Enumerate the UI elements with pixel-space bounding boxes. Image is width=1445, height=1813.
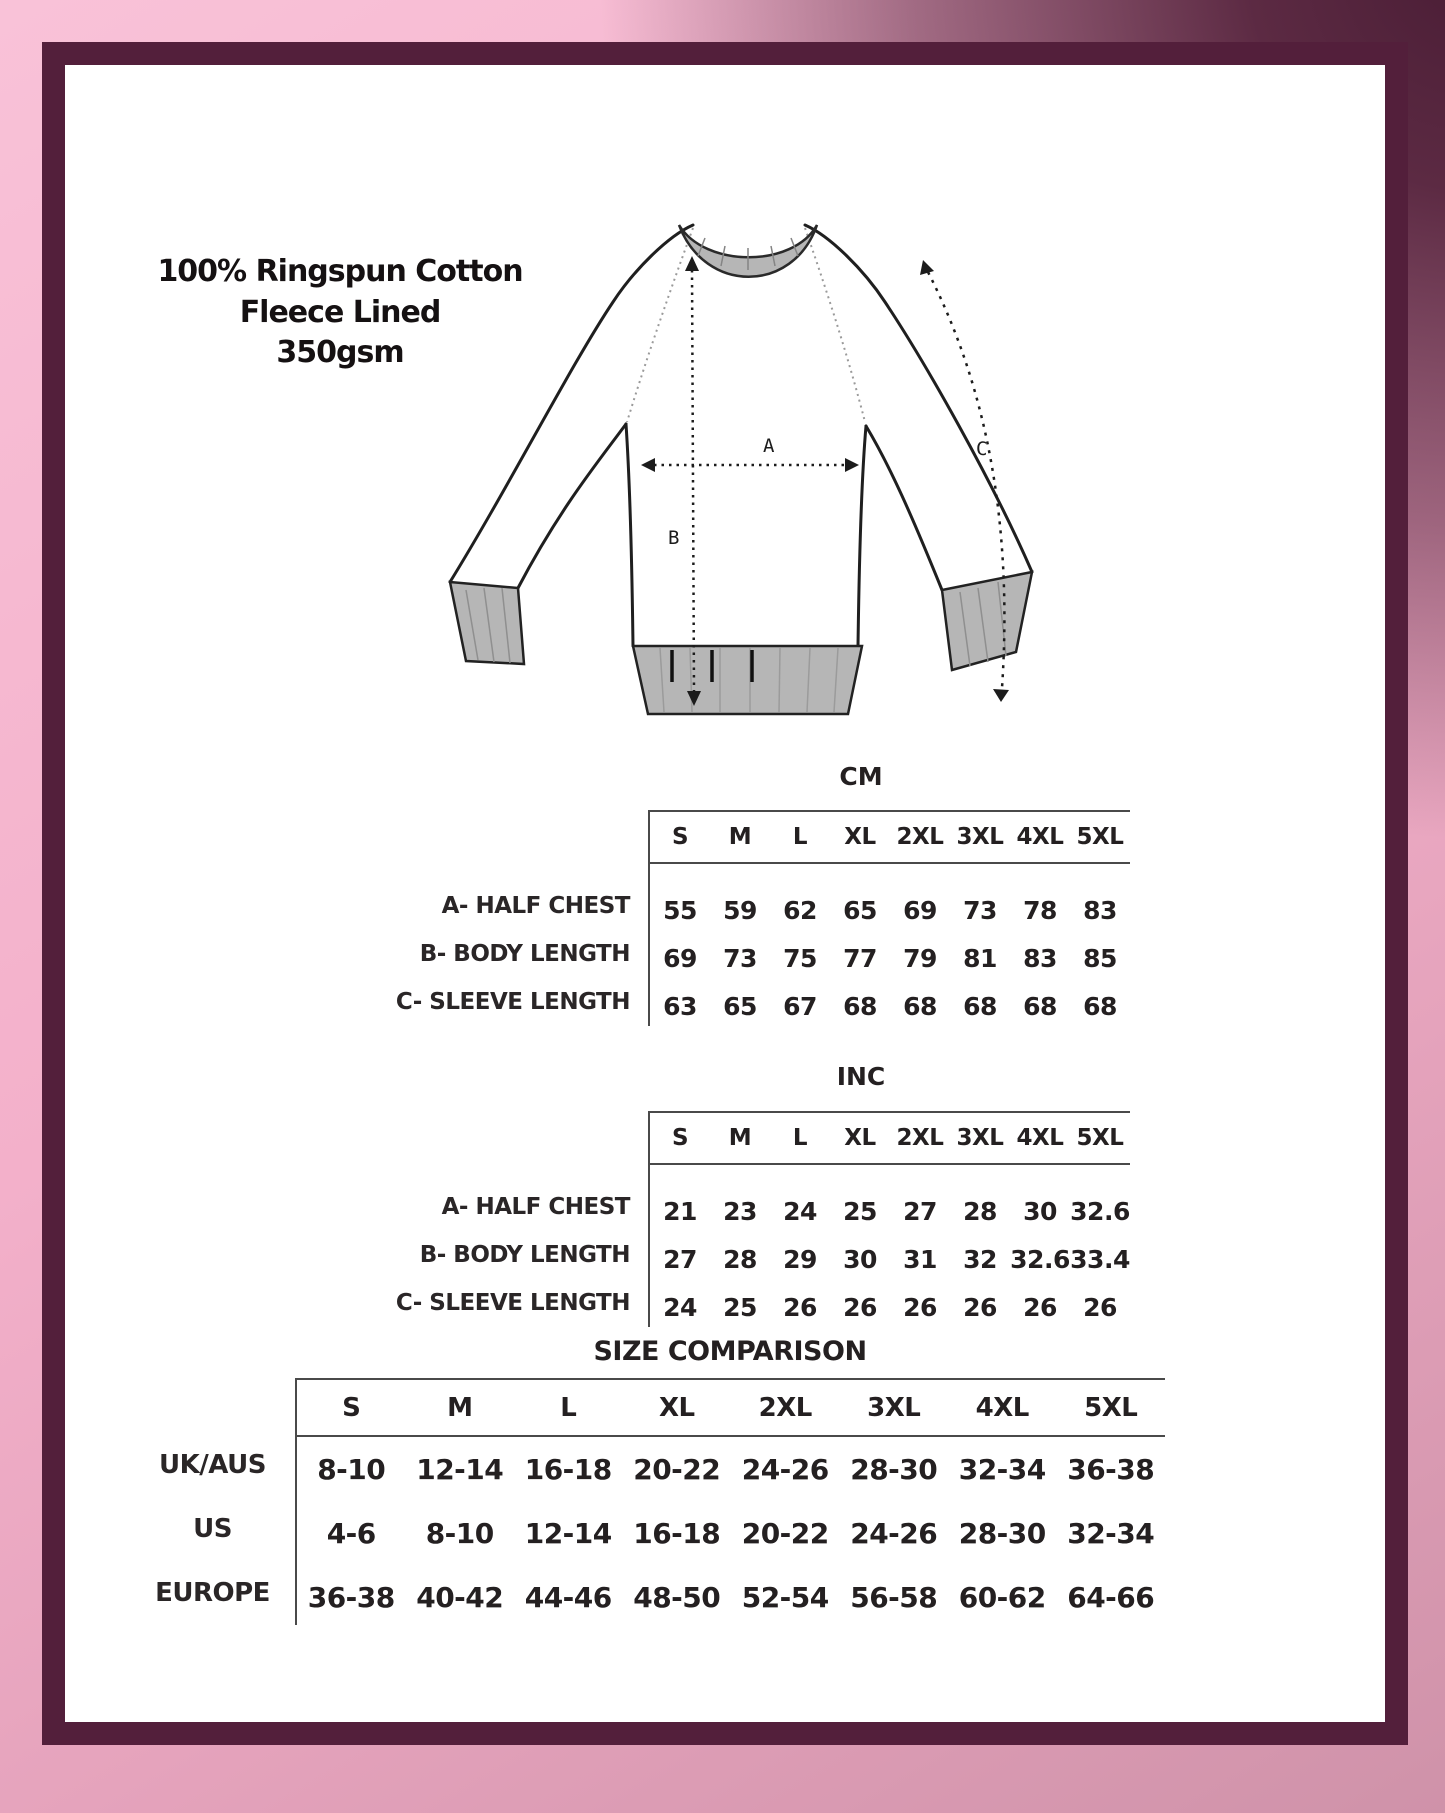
table-cell: 32-34 <box>1067 1516 1155 1550</box>
table-cell: 67 <box>783 991 817 1021</box>
table-cell: 4XL <box>975 1392 1029 1423</box>
raglan-seam <box>805 228 865 422</box>
table-cell: XL <box>658 1392 695 1423</box>
measure-a-line <box>641 435 859 472</box>
table-cell: 26 <box>1023 1292 1057 1322</box>
table-cell: 28-30 <box>850 1452 938 1486</box>
row-label-body-length: B- BODY LENGTH <box>419 941 630 967</box>
row-label-sleeve-length: C- SLEEVE LENGTH <box>395 1290 630 1316</box>
table-cell: 31 <box>903 1244 937 1274</box>
sweatshirt-outline <box>518 424 626 588</box>
table-cell: 85 <box>1083 943 1117 973</box>
table-cell: 23 <box>723 1196 757 1226</box>
table-cell: 2XL <box>896 1125 944 1151</box>
table-cell: 26 <box>963 1292 997 1322</box>
fabric-info-line: 350gsm <box>276 335 404 370</box>
table-cell: 83 <box>1023 943 1057 973</box>
cm-row-labels <box>330 810 648 1026</box>
table-cell: 44-46 <box>524 1580 612 1614</box>
table-cell: 68 <box>843 991 877 1021</box>
table-cell: 60-62 <box>958 1580 1046 1614</box>
sweatshirt-outline <box>858 426 866 646</box>
table-cell: 68 <box>1023 991 1057 1021</box>
table-cell: 77 <box>843 943 877 973</box>
table-cell: 2XL <box>758 1392 812 1423</box>
table-cell: 5XL <box>1076 1125 1124 1151</box>
table-cell: 63 <box>663 991 697 1021</box>
sweatshirt-outline <box>626 424 633 646</box>
table-cell: 3XL <box>867 1392 921 1423</box>
sweatshirt-outline <box>805 225 1032 572</box>
table-cell: 65 <box>843 895 877 925</box>
table-cell: L <box>792 1125 808 1151</box>
table-cell: 16-18 <box>633 1516 721 1550</box>
table-cell: 4XL <box>1016 1125 1064 1151</box>
table-cell: M <box>728 824 752 850</box>
comparison-table-title: SIZE COMPARISON <box>593 1336 867 1367</box>
table-cell: 25 <box>723 1292 757 1322</box>
table-cell: 28 <box>963 1196 997 1226</box>
fabric-info-line: 100% Ringspun Cotton <box>157 254 523 289</box>
table-cell: 20-22 <box>633 1452 721 1486</box>
table-cell: 62 <box>783 895 817 925</box>
table-cell: 64-66 <box>1067 1580 1155 1614</box>
table-cell: 30 <box>843 1244 877 1274</box>
table-row <box>297 1501 1165 1565</box>
table-cell: 75 <box>783 943 817 973</box>
cuff-left <box>450 582 524 664</box>
table-cell: 73 <box>723 943 757 973</box>
row-label-body-length: B- BODY LENGTH <box>419 1242 630 1268</box>
table-cell: 78 <box>1023 895 1057 925</box>
table-cell: 32-34 <box>958 1452 1046 1486</box>
hem-band <box>633 646 862 714</box>
table-cell: L <box>560 1392 577 1423</box>
size-header-row <box>650 1113 1130 1165</box>
table-cell: 24-26 <box>741 1452 829 1486</box>
table-cell: 26 <box>903 1292 937 1322</box>
table-cell: 79 <box>903 943 937 973</box>
table-cell: S <box>342 1392 361 1423</box>
table-cell: 29 <box>783 1244 817 1274</box>
table-cell: 36-38 <box>1067 1452 1155 1486</box>
table-cell: 2XL <box>896 824 944 850</box>
cm-values <box>648 810 1130 1026</box>
table-cell: 26 <box>783 1292 817 1322</box>
table-cell: XL <box>844 824 876 850</box>
measure-b-label: B <box>668 527 680 549</box>
table-cell: 27 <box>663 1244 697 1274</box>
table-cell: 28 <box>723 1244 757 1274</box>
table-gap <box>650 1165 1130 1187</box>
cm-table-title: CM <box>839 762 883 791</box>
table-cell: 21 <box>663 1196 697 1226</box>
raglan-seam <box>627 228 693 422</box>
table-cell: 65 <box>723 991 757 1021</box>
row-label-us: US <box>193 1514 232 1544</box>
table-cell: 27 <box>903 1196 937 1226</box>
table-cell: XL <box>844 1125 876 1151</box>
table-gap <box>650 864 1130 886</box>
comparison-values <box>295 1378 1165 1625</box>
table-cell: 4-6 <box>326 1516 376 1550</box>
table-cell: 3XL <box>956 1125 1004 1151</box>
cm-table <box>330 810 1130 1026</box>
table-row <box>650 1283 1130 1331</box>
table-cell: 68 <box>963 991 997 1021</box>
table-cell: 12-14 <box>524 1516 612 1550</box>
table-cell: 73 <box>963 895 997 925</box>
table-row <box>297 1437 1165 1501</box>
table-cell: 59 <box>723 895 757 925</box>
table-cell: 56-58 <box>850 1580 938 1614</box>
table-cell: S <box>671 1125 689 1151</box>
table-cell: 68 <box>903 991 937 1021</box>
sweatshirt-outline <box>450 225 693 582</box>
size-header-row <box>297 1380 1165 1437</box>
table-cell: S <box>671 824 689 850</box>
table-cell: 12-14 <box>416 1452 504 1486</box>
comparison-table <box>130 1378 1165 1625</box>
fabric-info-line: Fleece Lined <box>239 294 441 330</box>
table-cell: 8-10 <box>425 1516 494 1550</box>
table-cell: 3XL <box>956 824 1004 850</box>
table-cell: 32.6 <box>1010 1244 1070 1274</box>
table-row <box>650 1235 1130 1283</box>
table-cell: 20-22 <box>741 1516 829 1550</box>
table-cell: 32.6 <box>1070 1196 1130 1226</box>
row-label-half-chest: A- HALF CHEST <box>441 893 630 919</box>
table-cell: 26 <box>1083 1292 1117 1322</box>
table-cell: 16-18 <box>524 1452 612 1486</box>
table-cell: 69 <box>663 943 697 973</box>
table-row <box>650 982 1130 1030</box>
table-cell: M <box>447 1392 473 1423</box>
table-cell: 5XL <box>1076 824 1124 850</box>
inc-row-labels <box>330 1111 648 1327</box>
table-cell: 68 <box>1083 991 1117 1021</box>
table-cell: 28-30 <box>958 1516 1046 1550</box>
table-cell: 55 <box>663 895 697 925</box>
row-label-europe: EUROPE <box>155 1578 270 1608</box>
sweatshirt-outline <box>866 426 942 590</box>
table-cell: 81 <box>963 943 997 973</box>
inc-table-title: INC <box>836 1062 886 1091</box>
table-cell: M <box>728 1125 752 1151</box>
table-cell: 4XL <box>1016 824 1064 850</box>
measure-b-line <box>668 256 701 706</box>
table-cell: 36-38 <box>307 1580 395 1614</box>
measure-c-label: C <box>976 438 988 460</box>
table-cell: 40-42 <box>416 1580 504 1614</box>
table-cell: 25 <box>843 1196 877 1226</box>
table-cell: 69 <box>903 895 937 925</box>
table-row <box>650 886 1130 934</box>
table-cell: 26 <box>843 1292 877 1322</box>
row-label-uk-aus: UK/AUS <box>159 1450 266 1480</box>
table-row <box>650 934 1130 982</box>
table-row <box>297 1565 1165 1629</box>
measure-a-label: A <box>763 435 775 457</box>
row-label-sleeve-length: C- SLEEVE LENGTH <box>395 989 630 1015</box>
table-row <box>650 1187 1130 1235</box>
row-label-half-chest: A- HALF CHEST <box>441 1194 630 1220</box>
table-cell: 33.4 <box>1070 1244 1130 1274</box>
table-cell: 32 <box>963 1244 997 1274</box>
table-cell: 83 <box>1083 895 1117 925</box>
table-cell: L <box>792 824 808 850</box>
inc-table <box>330 1111 1130 1327</box>
table-cell: 8-10 <box>317 1452 386 1486</box>
table-cell: 30 <box>1023 1196 1057 1226</box>
table-cell: 24 <box>663 1292 697 1322</box>
table-cell: 24-26 <box>850 1516 938 1550</box>
sweatshirt-diagram <box>420 180 1040 745</box>
comparison-row-labels <box>130 1378 295 1625</box>
table-cell: 52-54 <box>741 1580 829 1614</box>
table-cell: 48-50 <box>633 1580 721 1614</box>
size-header-row <box>650 812 1130 864</box>
table-cell: 24 <box>783 1196 817 1226</box>
table-cell: 5XL <box>1084 1392 1138 1423</box>
inc-values <box>648 1111 1130 1327</box>
